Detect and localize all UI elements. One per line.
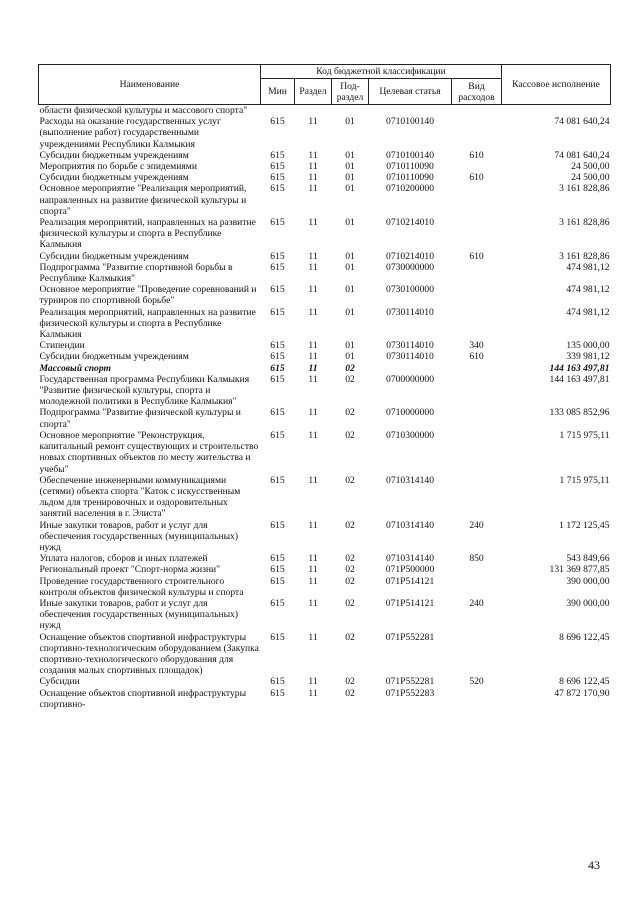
row-amount: 144 163 497,81 <box>549 362 610 374</box>
row-expense-type <box>452 564 502 575</box>
table-row <box>39 598 611 632</box>
row-subsection <box>332 105 369 117</box>
row-subsection: 01 <box>345 306 355 318</box>
row-amount: 133 085 852,96 <box>549 407 610 419</box>
row-expense-type: 610 <box>469 172 484 184</box>
row-section: 11 <box>308 373 318 385</box>
row-name: Подпрограмма "Развитие спортивной борьбы в Республике Калмыкия" <box>39 261 233 285</box>
row-expense-type: 610 <box>469 351 484 363</box>
row-target: 0710314140 <box>386 474 434 486</box>
header-amount: Кассовое исполнение <box>502 65 611 105</box>
row-min: 615 <box>270 261 285 273</box>
row-amount: 543 849,66 <box>566 553 610 565</box>
row-expense-type <box>452 688 502 710</box>
row-amount: 3 161 828,86 <box>559 183 610 195</box>
row-section: 11 <box>308 631 318 643</box>
row-target: 0710314140 <box>386 519 434 531</box>
row-section: 11 <box>308 519 318 531</box>
row-target: 0710200000 <box>386 183 434 195</box>
row-name: Основное мероприятие "Реконструкция, капитальный ремонт существующих и строительство новых спортивных объектов по месту жительства и учебы" <box>39 429 259 475</box>
header-subsection: Под-раздел <box>332 79 369 105</box>
row-min: 615 <box>270 172 285 184</box>
header-section: Раздел <box>295 79 332 105</box>
row-target: 071P514121 <box>385 575 435 587</box>
table-row <box>39 262 611 284</box>
table-row <box>39 172 611 183</box>
row-section: 11 <box>308 564 318 576</box>
row-amount: 74 081 640,24 <box>554 116 610 128</box>
row-min: 615 <box>270 564 285 576</box>
row-target <box>369 363 452 374</box>
row-amount: 1 715 975,11 <box>559 429 610 441</box>
row-expense-type: 520 <box>469 676 484 688</box>
row-amount: 135 000,00 <box>566 340 610 352</box>
table-row <box>39 217 611 251</box>
row-min: 615 <box>270 575 285 587</box>
row-subsection: 01 <box>345 340 355 352</box>
row-amount: 474 981,12 <box>566 261 610 273</box>
table-row <box>39 553 611 564</box>
row-subsection: 01 <box>345 250 355 262</box>
table-row <box>39 407 611 429</box>
row-amount: 8 696 122,45 <box>559 631 610 643</box>
table-row <box>39 564 611 575</box>
budget-table <box>38 64 611 710</box>
row-section: 11 <box>308 161 318 173</box>
row-name: Иные закупки товаров, работ и услуг для обеспечения государственных (муниципальных) нужд <box>39 597 239 632</box>
row-subsection: 02 <box>345 519 355 531</box>
row-subsection: 02 <box>345 597 355 609</box>
row-section: 11 <box>308 676 318 688</box>
row-subsection: 01 <box>345 161 355 173</box>
row-expense-type <box>452 430 502 475</box>
row-subsection: 01 <box>345 149 355 161</box>
row-expense-type <box>452 161 502 172</box>
row-amount: 1 172 125,45 <box>559 519 610 531</box>
table-row <box>39 251 611 262</box>
row-name: Стипендии <box>39 340 85 352</box>
row-expense-type <box>452 363 502 374</box>
row-name: Подпрограмма "Развитие физической культуры и спорта" <box>39 407 241 430</box>
table-row <box>39 340 611 351</box>
row-name: Мероприятия по борьбе с эпидемиями <box>39 161 197 173</box>
row-subsection: 02 <box>345 631 355 643</box>
row-min <box>261 105 295 117</box>
row-min: 615 <box>270 631 285 643</box>
row-amount: 3 161 828,86 <box>559 217 610 229</box>
row-expense-type: 340 <box>469 340 484 352</box>
row-section: 11 <box>308 284 318 296</box>
row-subsection: 02 <box>345 474 355 486</box>
row-min: 615 <box>270 284 285 296</box>
row-min: 615 <box>270 407 285 419</box>
row-target: 0710214010 <box>386 217 434 229</box>
row-target: 0710100140 <box>386 116 434 128</box>
row-amount: 47 872 170,90 <box>554 687 610 699</box>
row-section: 11 <box>308 250 318 262</box>
row-min: 615 <box>270 362 285 374</box>
row-expense-type <box>452 262 502 284</box>
row-name: Массовый спорт <box>39 362 111 374</box>
row-target: 071P500000 <box>385 564 435 576</box>
row-expense-type <box>452 576 502 598</box>
row-section: 11 <box>308 474 318 486</box>
row-amount: 144 163 497,81 <box>549 373 610 385</box>
row-subsection: 01 <box>345 261 355 273</box>
row-expense-type <box>452 374 502 408</box>
row-target: 0710110090 <box>386 161 434 173</box>
row-expense-type: 240 <box>469 519 484 531</box>
row-name: Субсидии <box>39 676 80 688</box>
row-expense-type <box>452 475 502 520</box>
row-target: 071P514121 <box>385 597 435 609</box>
row-section: 11 <box>308 261 318 273</box>
row-amount: 131 369 877,85 <box>549 564 610 576</box>
row-min: 615 <box>270 519 285 531</box>
row-expense-type <box>452 183 502 217</box>
row-target <box>369 105 452 117</box>
row-subsection: 01 <box>345 116 355 128</box>
table-row <box>39 150 611 161</box>
row-target: 0730114010 <box>386 351 434 363</box>
row-name: Реализация мероприятий, направленных на развитие физической культуры и спорта в Республике Калмыкия <box>39 306 256 341</box>
row-name: Расходы на оказание государственных услуг (выполнение работ) государственными учреждениями Республики Калмыкия <box>39 116 221 150</box>
row-target: 071P552283 <box>385 687 435 699</box>
row-min: 615 <box>270 161 285 173</box>
row-min: 615 <box>270 429 285 441</box>
row-target: 071P552281 <box>385 676 435 688</box>
row-min: 615 <box>270 351 285 363</box>
table-row <box>39 116 611 150</box>
row-section: 11 <box>308 116 318 128</box>
row-min: 615 <box>270 306 285 318</box>
row-min: 615 <box>270 116 285 128</box>
row-min: 615 <box>270 373 285 385</box>
row-subsection: 02 <box>345 373 355 385</box>
row-target: 0700000000 <box>386 373 434 385</box>
row-min: 615 <box>270 340 285 352</box>
row-amount: 1 715 975,11 <box>559 474 610 486</box>
header-expense-type: Вид расходов <box>452 79 502 105</box>
row-target: 0710110090 <box>386 172 434 184</box>
row-amount: 24 500,00 <box>571 172 610 184</box>
row-target: 0710100140 <box>386 149 434 161</box>
row-target: 0710214010 <box>386 250 434 262</box>
header-min: Мин <box>261 79 295 105</box>
row-section: 11 <box>308 149 318 161</box>
row-min: 615 <box>270 149 285 161</box>
row-target: 0730114010 <box>386 340 434 352</box>
row-expense-type <box>452 307 502 341</box>
row-section: 11 <box>308 340 318 352</box>
table-row <box>39 284 611 306</box>
row-section: 11 <box>308 172 318 184</box>
row-section: 11 <box>308 429 318 441</box>
row-name: Субсидии бюджетным учреждениям <box>39 351 189 363</box>
row-expense-type: 240 <box>469 597 484 609</box>
table-row <box>39 475 611 520</box>
row-name: Субсидии бюджетным учреждениям <box>39 172 189 184</box>
table-row <box>39 105 611 117</box>
row-subsection: 01 <box>345 351 355 363</box>
row-target: 071P552281 <box>385 631 435 643</box>
row-expense-type <box>452 105 502 117</box>
row-amount: 339 981,12 <box>566 351 610 363</box>
row-name: Иные закупки товаров, работ и услуг для обеспечения государственных (муниципальных) нужд <box>39 519 239 553</box>
row-subsection: 01 <box>345 183 355 195</box>
row-name: Уплата налогов, сборов и иных платежей <box>39 553 208 565</box>
row-target: 0710300000 <box>386 429 434 441</box>
row-target: 0730114010 <box>386 306 434 318</box>
row-section: 11 <box>308 306 318 318</box>
row-name: Субсидии бюджетным учреждениям <box>39 149 189 161</box>
row-expense-type <box>452 284 502 306</box>
row-subsection: 02 <box>345 676 355 688</box>
row-amount: 390 000,00 <box>566 575 610 587</box>
row-target: 0730000000 <box>386 261 434 273</box>
row-amount: 3 161 828,86 <box>559 250 610 262</box>
row-amount: 474 981,12 <box>566 306 610 318</box>
row-amount: 8 696 122,45 <box>559 676 610 688</box>
row-section: 11 <box>308 351 318 363</box>
table-row <box>39 161 611 172</box>
row-expense-type: 610 <box>469 149 484 161</box>
row-section: 11 <box>308 597 318 609</box>
row-section: 11 <box>308 217 318 229</box>
row-name: Субсидии бюджетным учреждениям <box>39 250 189 262</box>
row-name: Основное мероприятие "Проведение соревнований и турниров по спортивной борьбе" <box>39 284 257 307</box>
row-amount <box>502 105 611 117</box>
row-section: 11 <box>308 687 318 699</box>
row-min: 615 <box>270 597 285 609</box>
row-name: области физической культуры и массового спорта" <box>39 105 248 116</box>
row-subsection: 01 <box>345 217 355 229</box>
table-row <box>39 183 611 217</box>
row-min: 615 <box>270 183 285 195</box>
row-expense-type <box>452 407 502 429</box>
row-section: 11 <box>308 553 318 565</box>
row-name: Проведение государственного строительного контроля объектов физической культуры и спорта <box>39 575 244 598</box>
table-row <box>39 520 611 554</box>
row-name: Оснащение объектов спортивной инфраструктуры спортивно-технологическим оборудованием (Закупка спортивно-технологического оборудования для создания малых спортивных площадок) <box>39 631 259 677</box>
table-row <box>39 307 611 341</box>
row-expense-type <box>452 217 502 251</box>
row-name: Государственная программа Республики Калмыкия "Развитие физической культуры, спорта и молодежной политики в Республике Калмыкия" <box>39 373 250 408</box>
header-code-group: Код бюджетной классификации <box>261 65 502 79</box>
row-subsection: 01 <box>345 284 355 296</box>
row-expense-type <box>452 116 502 150</box>
table-row <box>39 676 611 687</box>
row-name: Реализация мероприятий, направленных на развитие физической культуры и спорта в Республике Калмыкия <box>39 217 256 251</box>
table-row <box>39 688 611 710</box>
row-section: 11 <box>308 183 318 195</box>
row-amount: 74 081 640,24 <box>554 149 610 161</box>
table-header <box>39 65 611 105</box>
table-row <box>39 576 611 598</box>
header-name: Наименование <box>39 65 261 105</box>
table-row <box>39 351 611 362</box>
table-row <box>39 632 611 677</box>
row-min: 615 <box>270 676 285 688</box>
row-min: 615 <box>270 217 285 229</box>
row-expense-type: 610 <box>469 250 484 262</box>
row-name: Региональный проект "Спорт-норма жизни" <box>39 564 221 576</box>
row-subsection: 02 <box>345 575 355 587</box>
row-subsection: 02 <box>345 687 355 699</box>
page-number: 43 <box>588 858 600 872</box>
row-section: 11 <box>308 362 318 374</box>
row-section: 11 <box>308 407 318 419</box>
row-subsection: 02 <box>345 553 355 565</box>
row-expense-type <box>452 632 502 677</box>
row-target: 0710000000 <box>386 407 434 419</box>
row-amount: 24 500,00 <box>571 161 610 173</box>
row-subsection: 01 <box>345 172 355 184</box>
table-row <box>39 430 611 475</box>
header-target: Целевая статья <box>369 79 452 105</box>
row-subsection: 02 <box>345 564 355 576</box>
row-target: 0730100000 <box>386 284 434 296</box>
row-subsection: 02 <box>345 429 355 441</box>
row-min: 615 <box>270 474 285 486</box>
row-subsection: 02 <box>345 407 355 419</box>
row-name: Основное мероприятие "Реализация мероприятий, направленных на развитие физической культуры и спорта" <box>39 183 247 217</box>
row-min: 615 <box>270 553 285 565</box>
row-subsection: 02 <box>345 362 355 374</box>
row-section <box>295 105 332 117</box>
row-min: 615 <box>270 687 285 699</box>
table-row <box>39 374 611 408</box>
table-body <box>39 105 611 710</box>
row-amount: 474 981,12 <box>566 284 610 296</box>
row-expense-type: 850 <box>469 553 484 565</box>
table-row <box>39 363 611 374</box>
row-section: 11 <box>308 575 318 587</box>
row-amount: 390 000,00 <box>566 597 610 609</box>
row-name: Обеспечение инженерными коммуникациями (сетями) объекта спорта "Каток с искусственным льдом для тренировочных и оздоровительных занятий населения в г. Элиста" <box>39 474 241 520</box>
row-min: 615 <box>270 250 285 262</box>
row-name: Оснащение объектов спортивной инфраструктуры спортивно- <box>39 687 247 710</box>
row-target: 0710314140 <box>386 553 434 565</box>
